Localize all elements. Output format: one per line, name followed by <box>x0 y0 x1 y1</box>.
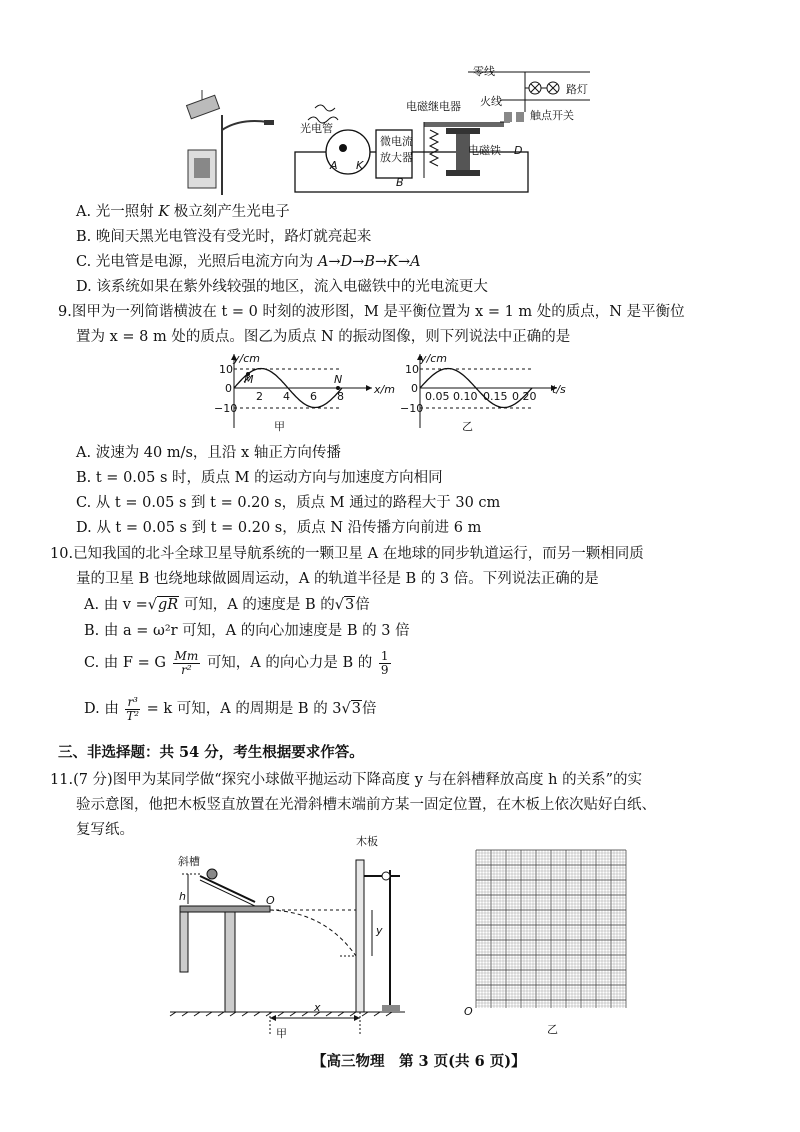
anode-a-label: A <box>330 159 338 172</box>
yi-y-tick-neg10: −10 <box>400 402 424 415</box>
q11-stem-line3: 复写纸。 <box>76 822 134 838</box>
x-label: x <box>314 1001 321 1014</box>
q10-option-b: B. 由 a = ω²r 可知，A 的向心加速度是 B 的 3 倍 <box>84 623 410 639</box>
grid-origin-label: O <box>464 1005 473 1018</box>
q9-number: 9. <box>58 304 72 320</box>
amplifier-label-2: 放大器 <box>380 151 413 164</box>
jia-caption: 甲 <box>274 420 285 433</box>
q9-option-b: B. t = 0.05 s 时，质点 M 的运动方向与加速度方向相同 <box>76 470 443 486</box>
jia-x-tick-4: 4 <box>283 390 290 403</box>
yi-caption: 乙 <box>462 420 473 433</box>
jia-x-label: x/m <box>374 383 395 396</box>
q9-option-d: D. 从 t = 0.05 s 到 t = 0.20 s，质点 N 沿传播方向前进 6 m <box>76 520 482 536</box>
yi-x-tick-015: 0.15 <box>483 390 508 403</box>
amplifier-label-1: 微电流 <box>380 135 413 148</box>
h-label: h <box>179 890 186 903</box>
o-label: O <box>266 894 275 907</box>
street-lamp-label: 路灯 <box>566 83 588 96</box>
chute-label: 斜槽 <box>178 855 200 868</box>
q11-stem-line2: 验示意图，他把木板竖直放置在光滑斜槽末端前方某一固定位置，在木板上依次贴好白纸、 <box>76 797 656 813</box>
jia-x-tick-8: 8 <box>337 390 344 403</box>
q10-option-a: A. 由 v =√gR 可知，A 的速度是 B 的√3倍 <box>84 597 370 613</box>
yi-x-tick-005: 0.05 <box>425 390 450 403</box>
section3-title: 三、非选择题：共 54 分，考生根据要求作答。 <box>58 744 364 761</box>
q8-circuit-figure <box>180 60 600 200</box>
cathode-k-label: K <box>356 159 364 172</box>
c-fraction: $\frac{Mm}{\text{r²}}$ <box>174 648 199 677</box>
jia-y-tick-neg10: −10 <box>214 402 238 415</box>
zero-line-label: 零线 <box>473 65 495 78</box>
yi-y-tick-10: 10 <box>405 363 419 376</box>
q9-stem-line1: 9.图甲为一列简谐横波在 t = 0 时刻的波形图，M 是平衡位置为 x = 1 m 处的质点，N 是平衡位 <box>58 304 685 320</box>
jia-y-label: y/cm <box>233 352 260 365</box>
q11-stem-line1: 11.(7 分)图甲为某同学做“探究小球做平抛运动下降高度 y 与在斜槽释放高度 h 的关系”的实 <box>50 772 643 788</box>
point-b-label: B <box>396 176 404 189</box>
q8-option-a: A. 光一照射 K 极立刻产生光电子 <box>76 204 290 220</box>
point-d-label: D <box>514 144 523 157</box>
board-label: 木板 <box>356 835 378 848</box>
q9-stem-line2: 置为 x = 8 m 处的质点。图乙为质点 N 的振动图像，则下列说法中正确的是 <box>76 329 571 345</box>
relay-label: 电磁继电器 <box>406 100 461 113</box>
photo-tube-label: 光电管 <box>300 122 333 135</box>
q8-option-b: B. 晚间天黑光电管没有受光时，路灯就亮起来 <box>76 229 372 245</box>
fig-jia-caption: 甲 <box>276 1027 287 1040</box>
point-n-label: N <box>334 373 343 386</box>
fire-line-label: 火线 <box>480 95 502 108</box>
y-label: y <box>376 924 383 937</box>
q9-option-c: C. 从 t = 0.05 s 到 t = 0.20 s，质点 M 通过的路程大于 30 cm <box>76 495 501 511</box>
q10-option-d: D. 由 $\frac{\text{r³}}{\text{T²}}$ = k 可知，A 的周期是 B 的 3√3倍 <box>84 694 377 723</box>
yi-x-tick-010: 0.10 <box>453 390 478 403</box>
q11-apparatus-figure <box>160 840 430 1040</box>
q8-option-c: C. 光电管是电源，光照后电流方向为 A→D→B→K→A <box>76 254 421 270</box>
jia-y-tick-0: 0 <box>225 382 232 395</box>
page-footer: 【高三物理 第 3 页(共 6 页)】 <box>312 1053 526 1070</box>
q10-stem-line2: 量的卫星 B 也绕地球做圆周运动，A 的轨道半径是 B 的 3 倍。下列说法正确的是 <box>76 571 599 587</box>
electromagnet-label: 电磁铁 <box>468 144 501 157</box>
d-fraction: $\frac{\text{r³}}{\text{T²}}$ <box>126 694 140 723</box>
q11-number: 11. <box>50 772 74 788</box>
fig-yi-caption: 乙 <box>547 1023 558 1036</box>
q9-option-a: A. 波速为 40 m/s，且沿 x 轴正方向传播 <box>76 445 341 461</box>
q8-option-d: D. 该系统如果在紫外线较强的地区，流入电磁铁中的光电流更大 <box>76 279 488 295</box>
yi-x-tick-020: 0.20 <box>512 390 537 403</box>
q10-number: 10. <box>50 546 74 562</box>
graph-paper-grid <box>476 850 631 1010</box>
yi-y-label: y/cm <box>420 352 447 365</box>
yi-x-label: t/s <box>552 383 566 396</box>
contact-switch-label: 触点开关 <box>530 109 574 122</box>
solar-street-light-icon <box>187 90 274 195</box>
jia-y-tick-10: 10 <box>219 363 233 376</box>
q10-stem-line1: 10.已知我国的北斗全球卫星导航系统的一颗卫星 A 在地球的同步轨道运行，而另一颗相同质 <box>50 546 644 562</box>
jia-x-tick-6: 6 <box>310 390 317 403</box>
q10-option-c: C. 由 F = G $\frac{Mm}{\text{r²}}$ 可知，A 的向心力是 B 的 $\frac{1}{9}$ <box>84 648 389 677</box>
yi-y-tick-0: 0 <box>411 382 418 395</box>
point-m-label: M <box>244 373 254 386</box>
c-ratio-fraction: $\frac{1}{9}$ <box>380 648 389 677</box>
jia-x-tick-2: 2 <box>256 390 263 403</box>
